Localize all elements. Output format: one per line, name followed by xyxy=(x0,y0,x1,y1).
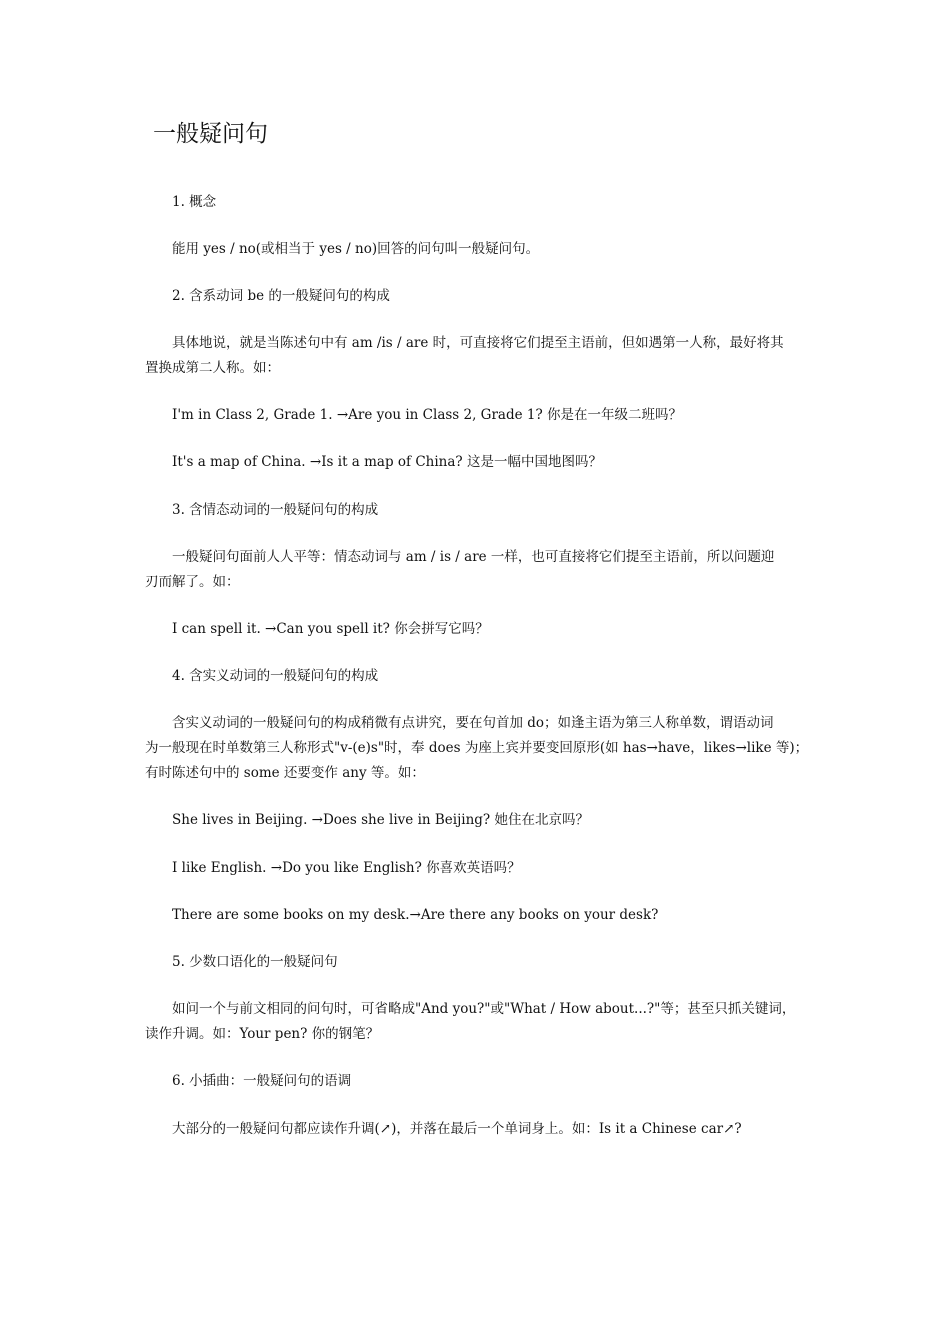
section-4-example-3: There are some books on my desk.→Are there any books on your desk? xyxy=(172,907,659,923)
section-6-paragraph: 大部分的一般疑问句都应读作升调(↗)，并落在最后一个单词身上。如：Is it a Chinese car↗? xyxy=(172,1121,742,1137)
section-3-heading: 3. 含情态动词的一般疑问句的构成 xyxy=(172,502,379,518)
section-6-heading: 6. 小插曲：一般疑问句的语调 xyxy=(172,1073,352,1089)
section-2-heading: 2. 含系动词 be 的一般疑问句的构成 xyxy=(172,288,390,304)
section-1-paragraph: 能用 yes / no(或相当于 yes / no)回答的问句叫一般疑问句。 xyxy=(172,241,540,257)
section-3-paragraph-line-1: 一般疑问句面前人人平等：情态动词与 am / is / are 一样，也可直接将它们提至主语前，所以问题迎 xyxy=(172,549,775,565)
section-2-paragraph-line-1: 具体地说，就是当陈述句中有 am /is / are 时，可直接将它们提至主语前，但如遇第一人称，最好将其 xyxy=(172,335,784,351)
section-2-example-2: It's a map of China. →Is it a map of China? 这是一幅中国地图吗？ xyxy=(172,454,602,470)
section-4-heading: 4. 含实义动词的一般疑问句的构成 xyxy=(172,668,379,684)
section-4-example-2: I like English. →Do you like English? 你喜欢英语吗？ xyxy=(172,860,521,876)
section-2-example-1: I'm in Class 2, Grade 1. →Are you in Class 2, Grade 1? 你是在一年级二班吗？ xyxy=(172,407,683,423)
section-1-heading: 1. 概念 xyxy=(172,194,217,210)
document-title: 一般疑问句 xyxy=(153,121,268,147)
section-5-paragraph-line-1: 如问一个与前文相同的问句时，可省略成"And you?"或"What / How about...?"等；甚至只抓关键词， xyxy=(172,1001,796,1017)
section-4-paragraph-line-3: 有时陈述句中的 some 还要变作 any 等。如： xyxy=(145,765,425,781)
section-2-paragraph-line-2: 置换成第二人称。如： xyxy=(145,360,280,376)
section-4-paragraph-line-2: 为一般现在时单数第三人称形式"v-(e)s"时，奉 does 为座上宾并要变回原形(如 has→have，likes→like 等)； xyxy=(145,740,809,756)
section-3-example-1: I can spell it. →Can you spell it? 你会拼写它吗？ xyxy=(172,621,489,637)
section-3-paragraph-line-2: 刃而解了。如： xyxy=(145,574,240,590)
section-5-heading: 5. 少数口语化的一般疑问句 xyxy=(172,954,338,970)
section-5-paragraph-line-2: 读作升调。如：Your pen? 你的钢笔？ xyxy=(145,1026,380,1042)
section-4-paragraph-line-1: 含实义动词的一般疑问句的构成稍微有点讲究，要在句首加 do；如逢主语为第三人称单数，谓语动词 xyxy=(172,715,774,731)
section-4-example-1: She lives in Beijing. →Does she live in Beijing? 她住在北京吗？ xyxy=(172,812,589,828)
